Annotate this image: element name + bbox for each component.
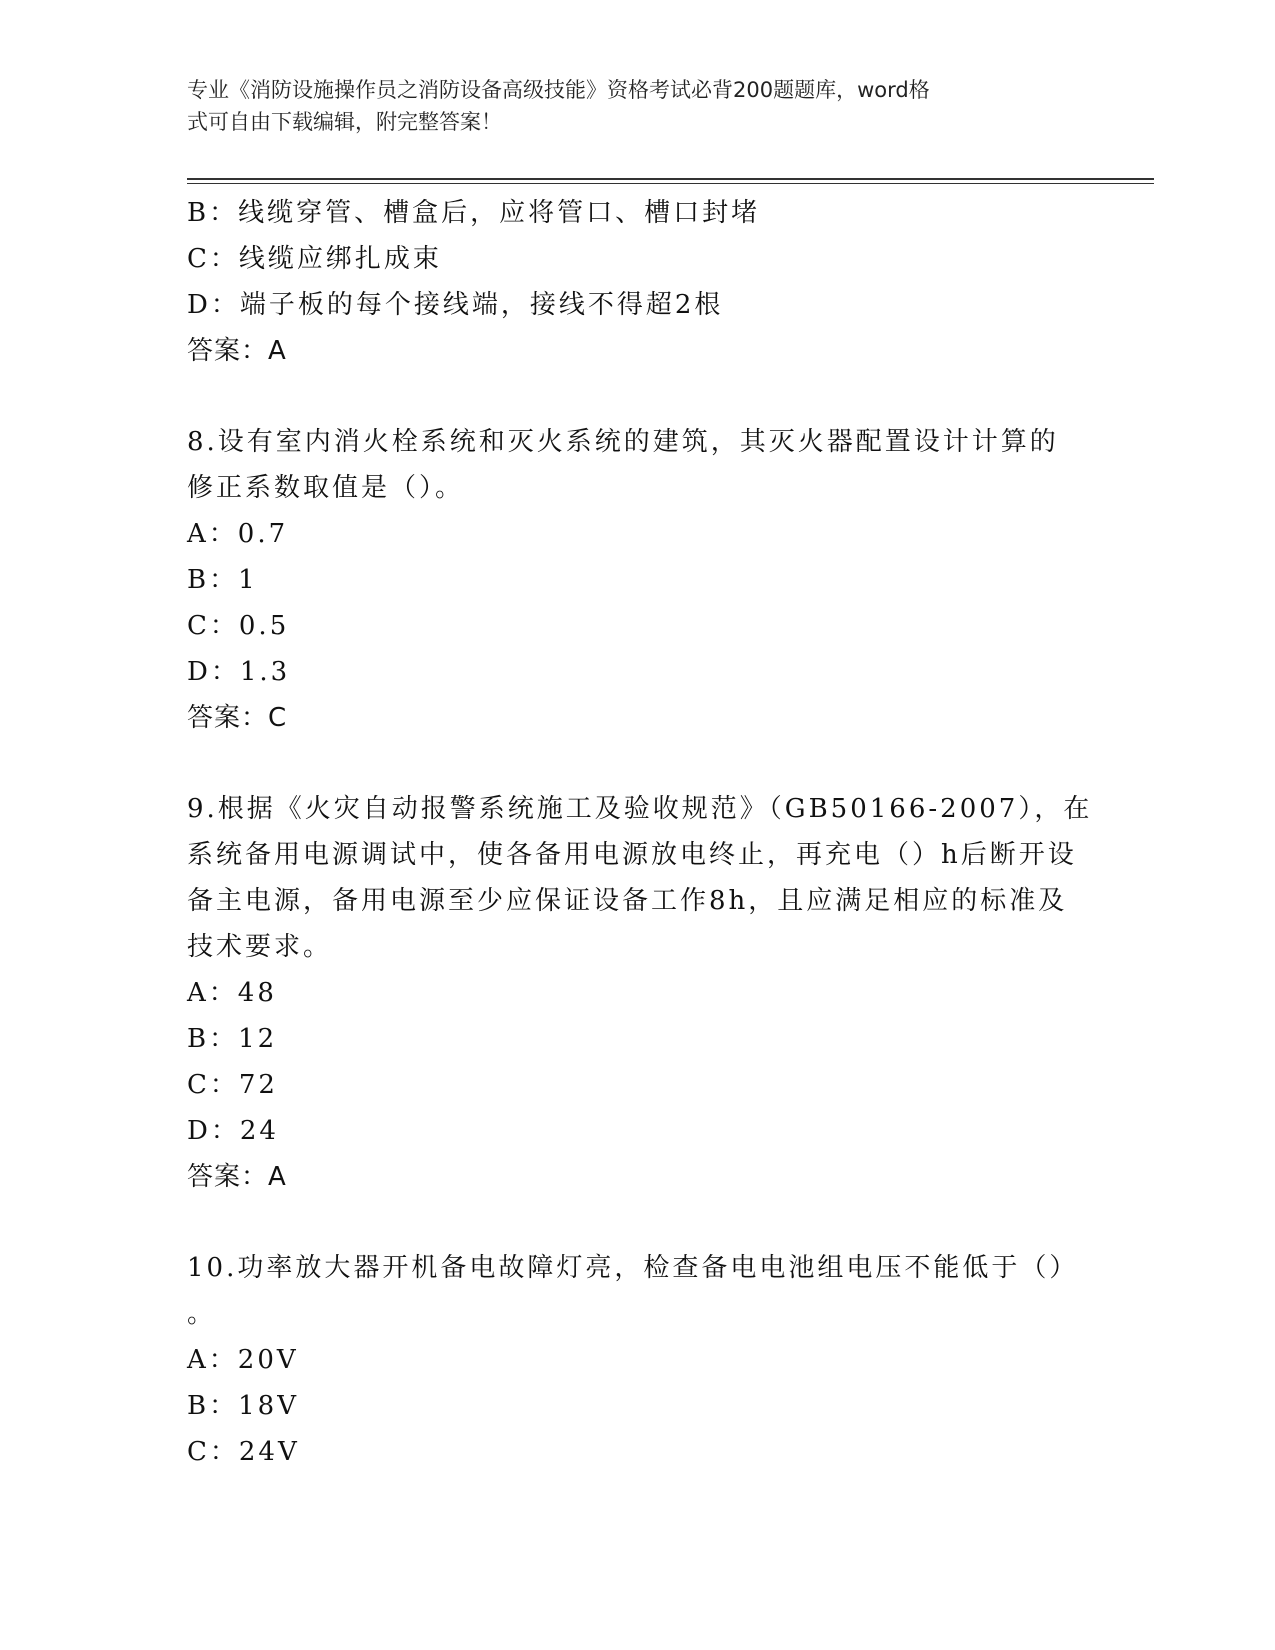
option-d: D：端子板的每个接线端，接线不得超2根 xyxy=(187,290,724,320)
option-c: C：72 xyxy=(187,1070,278,1100)
question-text-line: 备主电源，备用电源至少应保证设备工作8h，且应满足相应的标准及 xyxy=(187,886,1068,916)
question-7 xyxy=(187,190,1087,374)
question-list xyxy=(187,190,1093,1475)
question-text-line: 修正系数取值是（）。 xyxy=(187,473,465,503)
question-9 xyxy=(187,786,1093,1200)
option-d: D：1.3 xyxy=(187,657,291,687)
header-divider-thick xyxy=(187,178,1154,180)
header-line-2: 式可自由下载编辑，附完整答案！ xyxy=(187,110,502,134)
option-a: A：20V xyxy=(187,1345,299,1375)
answer: 答案：A xyxy=(187,1162,287,1192)
question-text-line: 9.根据《火灾自动报警系统施工及验收规范》（GB50166-2007），在 xyxy=(187,794,1093,824)
option-a: A：48 xyxy=(187,978,277,1008)
header-line-1: 专业《消防设施操作员之消防设备高级技能》资格考试必背200题题库，word格 xyxy=(187,78,930,102)
option-a: A：0.7 xyxy=(187,519,289,549)
header-divider-thin xyxy=(187,183,1154,184)
option-c: C：24V xyxy=(187,1437,300,1467)
option-b: B：12 xyxy=(187,1024,278,1054)
option-b: B：18V xyxy=(187,1391,299,1421)
option-c: C：0.5 xyxy=(187,611,290,641)
question-text-line: 技术要求。 xyxy=(187,932,333,962)
option-b: B：1 xyxy=(187,565,258,595)
option-b: B：线缆穿管、槽盒后，应将管口、槽口封堵 xyxy=(187,198,761,228)
option-d: D：24 xyxy=(187,1116,279,1146)
question-text-line: 。 xyxy=(187,1299,217,1329)
document-header xyxy=(187,74,1067,138)
answer: 答案：A xyxy=(187,336,287,366)
question-text-line: 10.功率放大器开机备电故障灯亮，检查备电电池组电压不能低于（） xyxy=(187,1253,1079,1283)
question-8 xyxy=(187,419,1087,741)
answer: 答案：C xyxy=(187,703,288,733)
question-text-line: 8.设有室内消火栓系统和灭火系统的建筑，其灭火器配置设计计算的 xyxy=(187,427,1059,457)
question-10 xyxy=(187,1245,1087,1475)
option-c: C：线缆应绑扎成束 xyxy=(187,244,442,274)
question-text-line: 系统备用电源调试中，使各备用电源放电终止，再充电（）h后断开设 xyxy=(187,840,1077,870)
